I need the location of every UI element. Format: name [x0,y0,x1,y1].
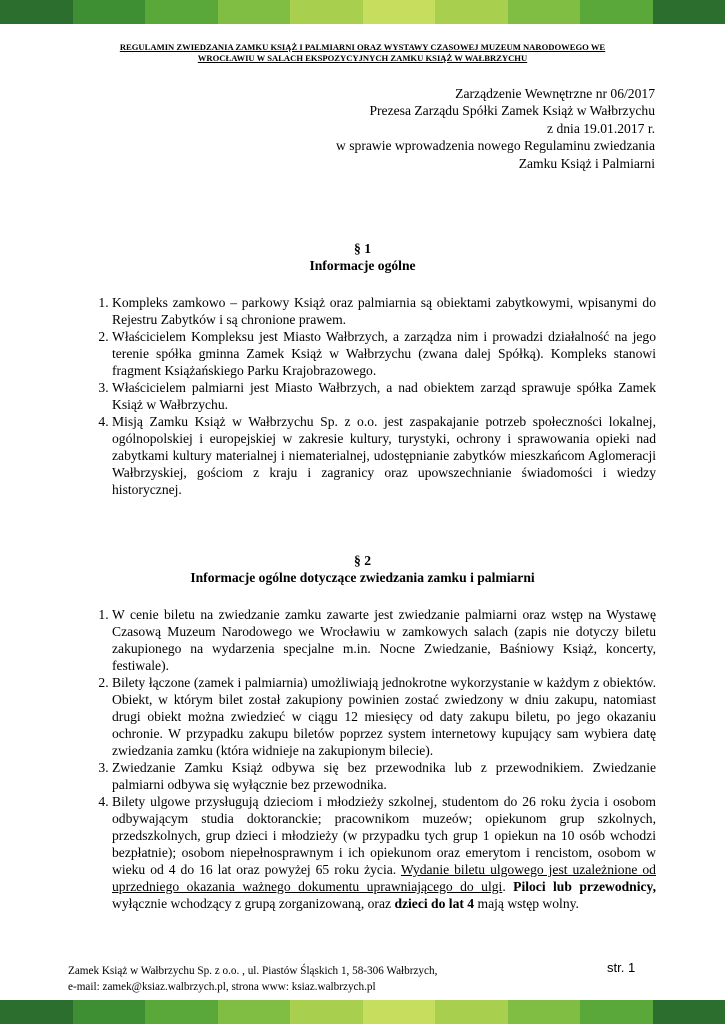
band-segment [218,1000,291,1024]
band-segment [145,0,218,24]
band-segment [435,1000,508,1024]
band-segment [290,0,363,24]
list-item: 4. Misją Zamku Książ w Wałbrzychu Sp. z o.o. jest zaspakajanie potrzeb społeczności lokalnej, ogólnopolskiej i europejskiej w zakresie kultury, turystyki, ochrony i sprawowania opieki nad zabytkami kultury materialnej i niematerialnej, udostępnianie zabytków mieszkańcom Aglomeracji Wałbrzyskiej, gościom z kraju i zagranicy oraz upowszechnianie świadomości i wiedzy historycznej. [112,413,656,498]
ordinance-issuer: Prezesa Zarządu Spółki Zamek Książ w Wałbrzychu [369,103,655,119]
band-segment [508,1000,581,1024]
ordinance-subject-cont: Zamku Książ i Palmiarni [518,155,655,171]
bold-note: Piloci lub przewodnicy, [513,879,657,894]
top-color-band [0,0,725,24]
band-segment [435,0,508,24]
item-text: wyłącznie wchodzący z grupą zorganizowaną, oraz [112,896,395,911]
section-1-heading [60,240,665,275]
section-number: § 2 [354,553,371,568]
band-segment [218,0,291,24]
list-item: 2. Bilety łączone (zamek i palmiarnia) umożliwiają jednokrotne wykorzystanie w każdym z obiektów. Obiekt, w którym bilet został zakupiony powinien zostać zwiedzony w dniu zakupu, natomiast drugi obiekt można zwiedzieć w ciągu 12 miesięcy od daty zakupu biletu, po jego okazaniu ochronie. W przypadku zakupu biletów poprzez system internetowy kupujący sam wybiera datę zwiedzania zamku (która widnieje na zakupionym bilecie). [112,674,656,759]
band-segment [580,0,653,24]
section-number: § 1 [354,241,371,256]
section-1-list [60,294,656,498]
section-2-list [60,606,656,912]
page-footer [68,963,437,995]
document-header [60,42,665,64]
item-text: . [502,879,514,894]
section-title: Informacje ogólne dotyczące zwiedzania zamku i palmiarni [190,570,535,586]
section-title: Informacje ogólne [309,258,416,274]
page-number: str. 1 [607,960,636,975]
band-segment [580,1000,653,1024]
band-segment [363,0,436,24]
ordinance-subject: w sprawie wprowadzenia nowego Regulaminu zwiedzania [336,138,655,154]
list-item: 1. Kompleks zamkowo – parkowy Książ oraz palmiarnia są obiektami zabytkowymi, wpisanymi do Rejestru Zabytków i są chronione prawem. [112,294,656,328]
band-segment [0,1000,73,1024]
bold-note: dzieci do lat 4 [394,896,475,911]
header-line: REGULAMIN ZWIEDZANIA ZAMKU KSIĄŻ I PALMIARNI ORAZ WYSTAWY CZASOWEJ MUZEUM NARODOWEGO WE [119,42,606,52]
band-segment [363,1000,436,1024]
band-segment [145,1000,218,1024]
ordinance-block [235,85,655,172]
band-segment [73,0,146,24]
footer-contact: e-mail: zamek@ksiaz.walbrzych.pl, strona www: ksiaz.walbrzych.pl [68,981,376,993]
item-text: Bilety ulgowe przysługują dzieciom i młodzieży szkolnej, studentom do 26 roku życia i osobom odbywającym studia doktoranckie; pracownikom muzeów; opiekunom grup szkolnych, przedszkolnych, grup dzieci i młodzieży (w przypadku tych grup 1 opiekun na 10 osób wchodzi bezpłatnie); osobom niepełnosprawnym i ich opiekunom oraz emerytom i rencistom, osobom w wieku od 4 do 16 lat oraz powyżej 65 roku życia. [112,794,656,877]
footer-address: Zamek Książ w Wałbrzychu Sp. z o.o. , ul. Piastów Śląskich 1, 58-306 Wałbrzych, [68,965,438,977]
list-item: 1. W cenie biletu na zwiedzanie zamku zawarte jest zwiedzanie palmiarni oraz wstęp na Wystawę Czasową Muzeum Narodowego we Wrocławiu w zamkowych salach (zapis nie dotyczy biletu zakupionego na wydarzenia specjalne m.in. Nocne Zwiedzanie, Baśniowy Książ, koncerty, festiwale). [112,606,656,674]
list-item: 3. Właścicielem palmiarni jest Miasto Wałbrzych, a nad obiektem zarząd sprawuje spółka Zamek Książ w Wałbrzychu. [112,379,656,413]
band-segment [290,1000,363,1024]
underlined-note: Wydanie biletu ulgowego jest uzależnione od uprzedniego okazania ważnego dokumentu uprawniającego do ulgi [112,862,656,894]
item-text: mają wstęp wolny. [474,896,579,911]
band-segment [73,1000,146,1024]
list-item: 3. Zwiedzanie Zamku Książ odbywa się bez przewodnika lub z przewodnikiem. Zwiedzanie palmiarni odbywa się wyłącznie bez przewodnika. [112,759,656,793]
header-line: WROCŁAWIU W SALACH EKSPOZYCYJNYCH ZAMKU KSIĄŻ W WAŁBRZYCHU [197,53,528,63]
bottom-color-band [0,1000,725,1024]
band-segment [653,1000,725,1024]
section-2-heading [60,552,665,587]
band-segment [0,0,73,24]
list-item [112,793,656,912]
band-segment [653,0,725,24]
band-segment [508,0,581,24]
ordinance-date: z dnia 19.01.2017 r. [547,120,655,136]
ordinance-number: Zarządzenie Wewnętrzne nr 06/2017 [455,86,655,101]
list-item: 2. Właścicielem Kompleksu jest Miasto Wałbrzych, a zarządza nim i prowadzi działalność na jego terenie spółka gminna Zamek Książ w Wałbrzychu (zwana dalej Spółką). Kompleks stanowi fragment Książańskiego Parku Krajobrazowego. [112,328,656,379]
